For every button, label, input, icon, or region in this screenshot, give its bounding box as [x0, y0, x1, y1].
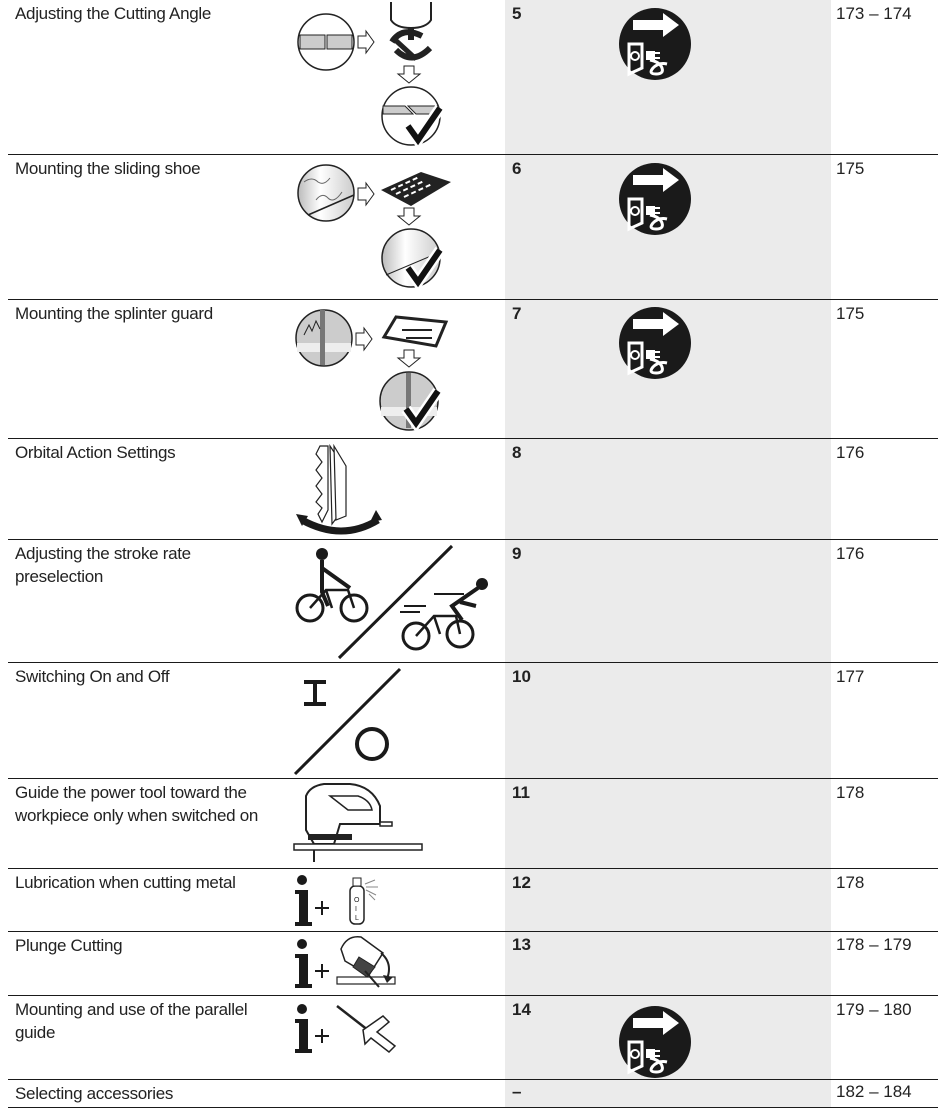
splinter-guard-illustration [294, 305, 454, 435]
unplug-mains-icon [619, 307, 691, 379]
cutting-angle-illustration [296, 2, 446, 152]
row-title: Guide the power tool toward the workpiece only when switched on [15, 783, 259, 825]
stroke-rate-cyclist-icon [294, 544, 494, 662]
step-number: 7 [512, 304, 522, 323]
page-reference: 177 [836, 667, 865, 686]
row-divider [8, 299, 938, 300]
info-plus-oil-icon [293, 872, 393, 928]
row-title: Adjusting the stroke rate preselection [15, 544, 191, 586]
row-title: Orbital Action Settings [15, 443, 176, 462]
row-divider [8, 931, 938, 932]
row-divider [8, 778, 938, 779]
info-plus-parallel-guide-icon [293, 1000, 403, 1056]
page-reference: 173 – 174 [836, 4, 912, 23]
unplug-mains-icon [619, 1006, 691, 1078]
sliding-shoe-illustration [296, 160, 456, 295]
step-number: 12 [512, 873, 531, 892]
step-number: 5 [512, 4, 522, 23]
step-number: 9 [512, 544, 522, 563]
step-number: 11 [512, 783, 530, 802]
unplug-mains-icon [619, 8, 691, 80]
svg-text:O: O [354, 897, 360, 904]
step-number: 14 [512, 1000, 531, 1019]
page-reference: 175 [836, 159, 865, 178]
page-reference: 178 [836, 873, 865, 892]
row-divider [8, 868, 938, 869]
orbital-action-icon [294, 444, 384, 536]
row-divider [8, 539, 938, 540]
svg-text:I: I [355, 906, 357, 913]
row-divider [8, 1079, 938, 1080]
page-reference: 182 – 184 [836, 1082, 912, 1101]
row-divider [8, 1107, 938, 1108]
row-title: Mounting the sliding shoe [15, 159, 201, 178]
page-reference: 176 [836, 544, 865, 563]
row-title: Adjusting the Cutting Angle [15, 4, 212, 23]
on-off-icon [292, 666, 404, 776]
row-title: Lubrication when cutting metal [15, 873, 236, 892]
row-title: Selecting accessories [15, 1084, 174, 1103]
step-number: 8 [512, 443, 522, 462]
step-number: 10 [512, 667, 531, 686]
step-number: – [512, 1082, 522, 1101]
page-reference: 175 [836, 304, 865, 323]
row-divider [8, 662, 938, 663]
row-title: Mounting the splinter guard [15, 304, 213, 323]
page-reference: 178 [836, 783, 865, 802]
step-number: 13 [512, 935, 531, 954]
row-title: Switching On and Off [15, 667, 170, 686]
step-number: 6 [512, 159, 522, 178]
row-title: Plunge Cutting [15, 936, 123, 955]
unplug-mains-icon [619, 163, 691, 235]
row-divider [8, 995, 938, 996]
page-reference: 179 – 180 [836, 1000, 912, 1019]
jigsaw-on-workpiece-illustration [292, 782, 427, 866]
row-title: Mounting and use of the parallel guide [15, 1000, 248, 1042]
row-divider [8, 154, 938, 155]
info-plus-plunge-cut-icon [293, 935, 403, 991]
page-reference: 178 – 179 [836, 935, 912, 954]
svg-text:L: L [355, 915, 359, 922]
row-divider [8, 438, 938, 439]
page-reference: 176 [836, 443, 865, 462]
